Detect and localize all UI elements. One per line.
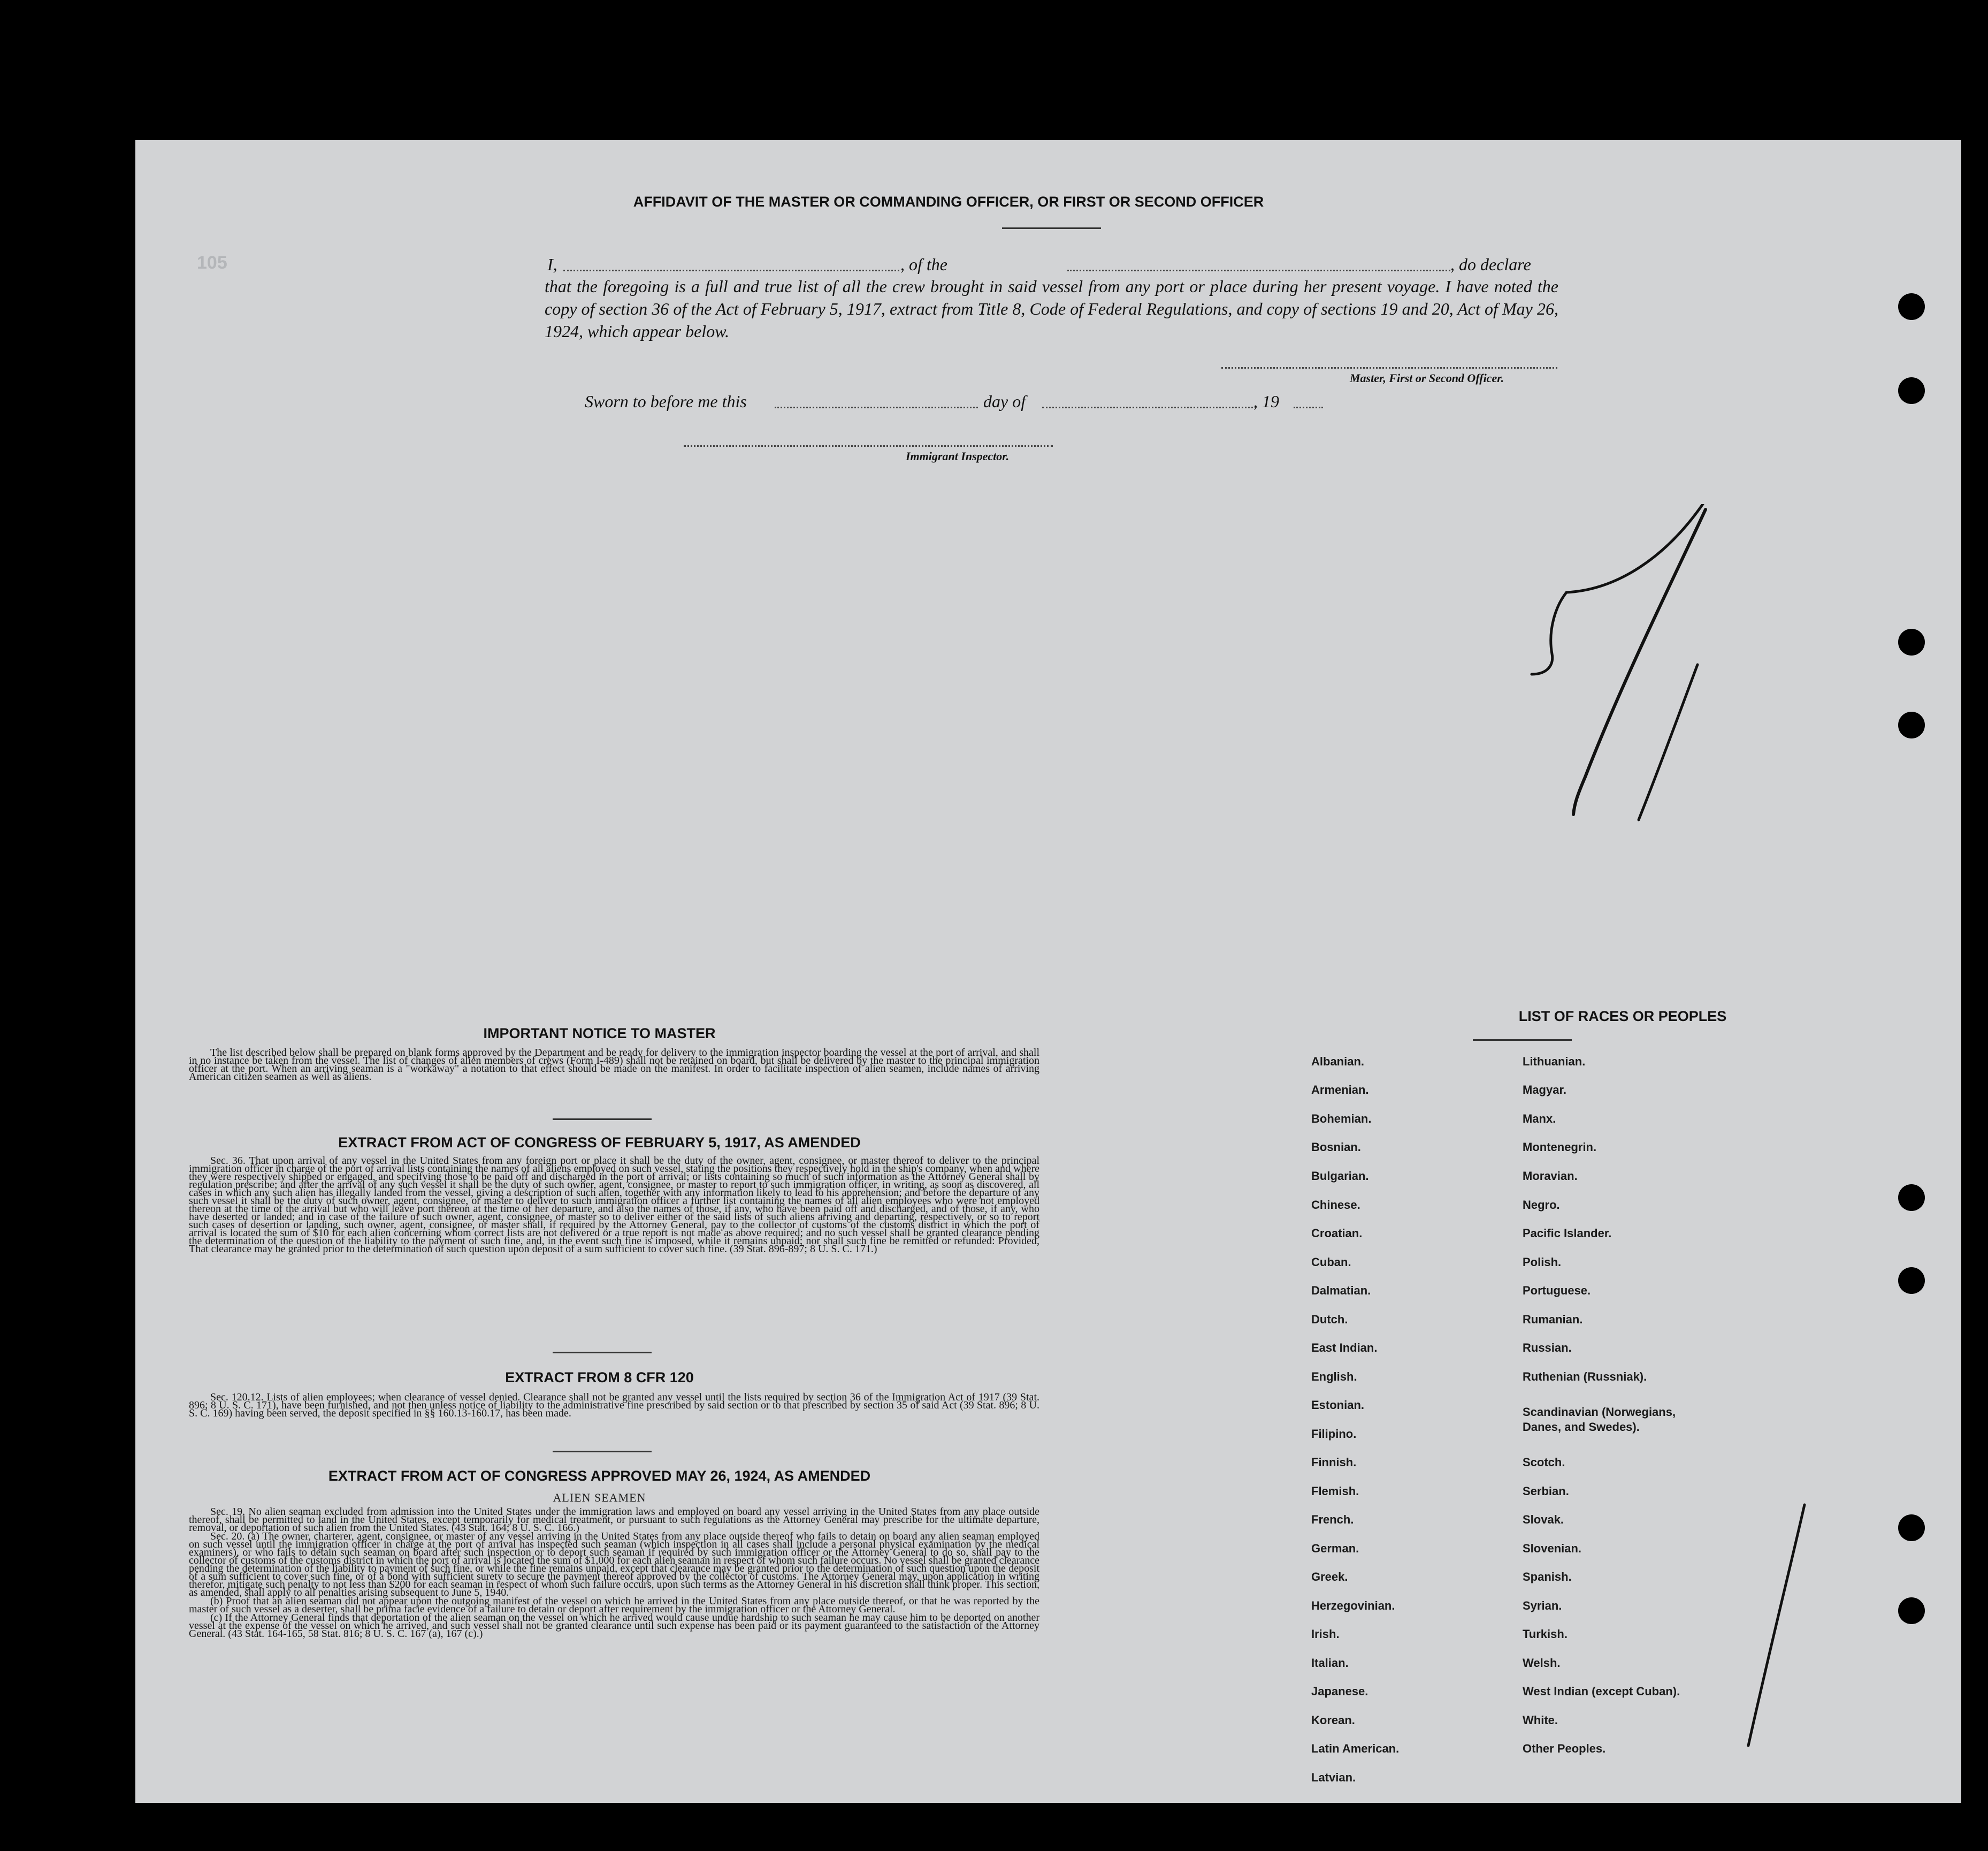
race-item: Japanese. [1311,1685,1368,1698]
affidavit-of-the-label: , of the [900,255,947,274]
extract-1924-text [189,1508,1039,1639]
name-blank[interactable] [563,270,899,271]
races-title: LIST OF RACES OR PEOPLES [1518,1008,1727,1024]
notice-rule [553,1118,652,1120]
race-item: Latvian. [1311,1771,1356,1784]
extract-1924-subtitle: ALIEN SEAMEN [553,1491,646,1504]
extract-1917-title: EXTRACT FROM ACT OF CONGRESS OF FEBRUARY 5, 1917, AS AMENDED [338,1134,861,1151]
race-item: Polish. [1523,1255,1562,1269]
extract-cfr-paragraph: Sec. 120.12. Lists of alien employees; when clearance of vessel denied. Clearance shall not be granted any vessel until the lists required by section 36 of the Immigration Act of 1917 (39 Stat. 896; 8 U. S. C. 171), have been furnished, and not then unless notice of liability to the administrative fine prescribed by said section or to that prescribed by section 35 of said Act (39 Stat. 896; 8 U. S. C. 169) having been served, the deposit specified in §§ 160.13-160.17, has been made. [189,1391,1039,1419]
affidavit-i-label: I, [547,255,557,274]
races-left-column [1311,1054,1525,1803]
race-item: Albanian. [1311,1055,1365,1068]
race-item: East Indian. [1311,1341,1378,1354]
handwritten-mark-top [1526,504,1901,1039]
race-item: Greek. [1311,1570,1348,1583]
race-item: Welsh. [1523,1656,1561,1670]
race-item: Flemish. [1311,1484,1359,1498]
race-item: German. [1311,1542,1359,1555]
inspector-signature-line[interactable] [684,445,1053,447]
race-item: Bohemian. [1311,1112,1372,1125]
extract-1924-paragraph: (c) If the Attorney General finds that deportation of the alien seaman on the vessel on which he arrived would cause undue hardship to such seaman he may cause him to be deported on another vessel at the expense of the vessel on which he arrived, and such vessel shall not be granted clearance until such expense has been paid or its payment guaranteed to the satisfaction of the Attorney General. (43 Stat. 164-165, 58 Stat. 816; 8 U. S. C. 167 (a), 167 (c).) [189,1612,1039,1640]
sworn-year-blank[interactable] [1294,407,1323,408]
binder-hole [1898,1267,1925,1294]
faint-page-number: 105 [197,253,227,273]
binder-hole [1898,1597,1925,1624]
race-item: Finnish. [1311,1456,1357,1469]
extract-1924-paragraph: (b) Proof that an alien seaman did not appear upon the outgoing manifest of the vessel on which he arrived in the United States from any place outside thereof, or that he was reported by the master of such vessel as a deserter, shall be prima facie evidence of a failure to detain or deport after requirement by the immigration officer or the Attorney General. [189,1595,1039,1615]
race-item: Rumanian. [1523,1313,1583,1326]
binder-hole [1898,1184,1925,1211]
binder-hole [1898,1514,1925,1541]
race-item: White. [1523,1713,1558,1727]
extract-1924-paragraph: Sec. 19. No alien seaman excluded from admission into the United States under the immigration laws and employed on board any vessel arriving in the United States from any place outside thereof, shall be permitted to land in the United States, except temporarily for medical treatment, or pursuant to such regulations as the Attorney General may prescribe for the ultimate departure, removal, or deportation of such alien from the United States. (43 Stat. 164; 8 U. S. C. 166.) [189,1506,1039,1534]
race-item: Bosnian. [1311,1140,1361,1154]
race-item: Spanish. [1523,1570,1572,1583]
inspector-caption: Immigrant Inspector. [906,450,1010,463]
race-item: Latin American. [1311,1742,1400,1755]
binder-hole [1898,629,1925,656]
affidavit-title-rule [1002,227,1101,229]
extract-cfr-title: EXTRACT FROM 8 CFR 120 [505,1369,694,1385]
race-item: Portuguese. [1523,1284,1591,1297]
extract-1917-text [189,1157,1039,1254]
race-item: Manx. [1523,1112,1556,1125]
races-right-column [1523,1054,1822,1803]
races-rule [1473,1039,1572,1041]
race-item: Russian. [1523,1341,1572,1354]
extract-1917-rule [553,1352,652,1353]
race-item: Slovak. [1523,1513,1564,1526]
race-item: Scotch. [1523,1456,1565,1469]
race-item: West Indian (except Cuban). [1523,1685,1680,1698]
affidavit-do-declare-label: , do declare [1450,255,1531,274]
extract-1924-paragraph: Sec. 20. (a) The owner, charterer, agent, consignee, or master of any vessel arriving in the United States from any place outside thereof who fails to detain on board any alien seaman employed on such vessel until the immigration officer in charge at the port of arrival has inspected such seaman (which inspection in all cases shall include a personal physical examination by the medical examiners), or who fails to detain such seaman on board after such inspection or to deport such seaman if required by such immigration officer or the Attorney General to do so, shall pay to the collector of customs of the customs district in which the port of arrival is located the sum of $1,000 for each alien seaman in respect of whom such failure occurs. No vessel shall be granted clearance pending the determination of the liability to payment of such fine, or while the fine remains unpaid, except that clearance may be granted prior to the determination of such question upon the deposit of a sum sufficient to cover such fine, or of a bond with sufficient surety to secure the payment thereof approved by the collector of customs. The Attorney General may, upon application in writing therefor, mitigate such penalty to not less than $200 for each seaman in respect of whom such failure occurs, upon such terms as the Attorney General in his discretion shall think proper. This section, as amended, shall apply to all penalties arising subsequent to June 5, 1940. [189,1530,1039,1598]
race-item: Other Peoples. [1523,1742,1606,1755]
extract-1917-paragraph: Sec. 36. That upon arrival of any vessel in the United States from any foreign port or place it shall be the duty of the owner, agent, consignee, or master thereof to deliver to the principal immigration officer in charge of the port of arrival lists containing the names of all aliens employed on such vessel, stating the positions they respectively hold in the ship's company, when and where they were respectively shipped or engaged, and specifying those to be paid off and discharged in the port of arrival; or lists containing so much of such information as the Attorney General shall by regulation prescribe; and after the arrival of any such vessel it shall be the duty of such owner, agent, consignee, or master to report to such immigration officer, in writing, as soon as discovered, all cases in which any such alien has illegally landed from the vessel, giving a description of such alien, together with any information likely to lead to his apprehension; and before the departure of any such vessel it shall be the duty of such owner, agent, consignee, or master to deliver to such immigration officer a further list containing the names of all alien employees who were not employed thereon at the time of the arrival but who will leave port thereon at the time of her departure, and also the names of those, if any, who have been paid off and discharged, and of those, if any, who have deserted or landed; and in case of the failure of such owner, agent, consignee, or master so to deliver either of the said lists of such aliens arriving and departing, respectively, or so to report such cases of desertion or landing, such owner, agent, consignee, or master shall, if required by the Attorney General, pay to the collector of customs of the customs district in which the port of arrival is located the sum of $10 for each alien concerning whom correct lists are not delivered or a true report is not made as above required; and no such vessel shall be granted clearance pending the determination of the question of the liability to the payment of such fine, and, in the event such fine is imposed, while it remains unpaid; nor shall such fine be remitted or refunded: Provided, That clearance may be granted prior to the determination of such question upon deposit of a sum sufficient to cover such fine. (39 Stat. 896-897; 8 U. S. C. 171.) [189,1155,1039,1255]
race-item: Herzegovinian. [1311,1599,1395,1612]
notice-paragraph: The list described below shall be prepared on blank forms approved by the Department and be ready for delivery to the immigration inspector boarding the vessel at the port of arrival, and shall in no instance be taken from the vessel. The list of changes of alien members of crews (Form I-489) shall not be retained on board, but shall be delivered by the master to the principal immigration officer at the port. When an arriving seaman is a "workaway" a notation to that effect should be made on the manifest. In order to facilitate inspection of alien seamen, include names of arriving American citizen seamen as well as aliens. [189,1047,1039,1083]
race-item: Moravian. [1523,1169,1578,1183]
race-item: Estonian. [1311,1398,1365,1412]
race-item: Irish. [1311,1627,1340,1641]
notice-text [189,1049,1039,1081]
extract-1924-title: EXTRACT FROM ACT OF CONGRESS APPROVED MAY 26, 1924, AS AMENDED [328,1468,871,1484]
race-item: Montenegrin. [1523,1140,1597,1154]
sworn-month-blank[interactable] [1042,407,1256,408]
race-item: Danes, and Swedes). [1523,1420,1640,1434]
master-caption: Master, First or Second Officer. [1350,371,1504,385]
sworn-year-label: , 19 [1253,392,1279,411]
race-item: Chinese. [1311,1198,1360,1212]
race-item: Croatian. [1311,1227,1363,1240]
affidavit-title: AFFIDAVIT OF THE MASTER OR COMMANDING OFFICER, OR FIRST OR SECOND OFFICER [633,194,1264,210]
race-item: Korean. [1311,1713,1355,1727]
document-page [135,140,1961,1803]
race-item: Dalmatian. [1311,1284,1371,1297]
sworn-day-blank[interactable] [775,407,978,408]
race-item: Scandinavian (Norwegians, [1523,1405,1676,1419]
race-item: Syrian. [1523,1599,1562,1612]
race-item: Dutch. [1311,1313,1348,1326]
race-item: Filipino. [1311,1427,1357,1441]
race-item: Turkish. [1523,1627,1568,1641]
race-item: Serbian. [1523,1484,1569,1498]
binder-hole [1898,293,1925,320]
notice-title: IMPORTANT NOTICE TO MASTER [483,1025,716,1041]
binder-hole [1898,377,1925,404]
extract-cfr-text [189,1393,1039,1418]
master-signature-line[interactable] [1221,367,1557,369]
race-item: Cuban. [1311,1255,1351,1269]
race-item: English. [1311,1370,1357,1383]
race-item: Slovenian. [1523,1542,1582,1555]
sworn-day-of-label: day of [983,392,1026,411]
race-item: Armenian. [1311,1083,1369,1096]
race-item: Ruthenian (Russniak). [1523,1370,1647,1383]
race-item: Negro. [1523,1198,1560,1212]
race-item: French. [1311,1513,1354,1526]
affidavit-declaration: that the foregoing is a full and true list of all the crew brought in said vessel from any port or place during her present voyage. I have noted the copy of section 36 of the Act of February 5, 1917, extract from Title 8, Code of Federal Regulations, and copy of sections 19 and 20, Act of May 26, 1924, which appear below. [545,277,1558,341]
race-item: Italian. [1311,1656,1349,1670]
race-item: Lithuanian. [1523,1055,1586,1068]
race-item: Bulgarian. [1311,1169,1369,1183]
race-item: Pacific Islander. [1523,1227,1612,1240]
extract-cfr-rule [553,1451,652,1452]
binder-hole [1898,712,1925,738]
vessel-blank[interactable] [1067,270,1450,271]
sworn-label: Sworn to before me this [585,392,747,411]
race-item: Magyar. [1523,1083,1566,1096]
